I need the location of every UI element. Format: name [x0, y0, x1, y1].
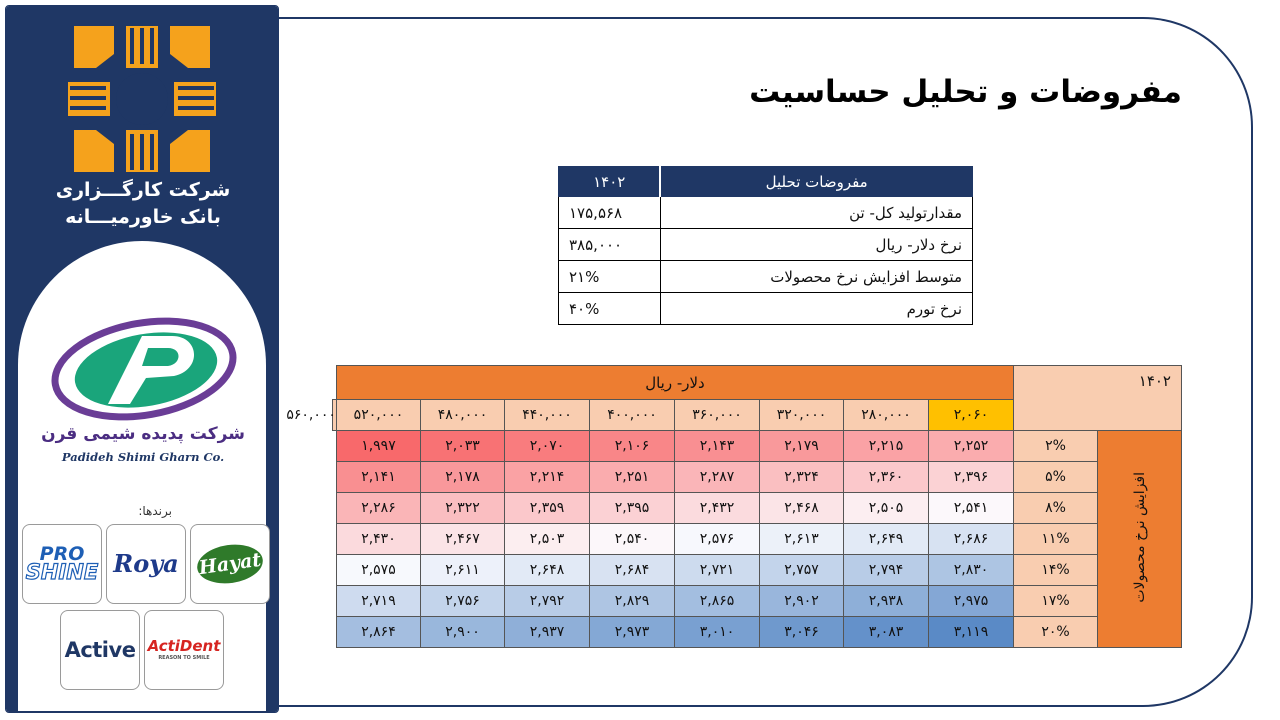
bank-sun-logo-icon — [66, 24, 218, 174]
sensitivity-value-cell: ۲,۹۷۳ — [589, 617, 674, 648]
table-row — [333, 524, 1182, 555]
assumptions-header-row — [559, 167, 973, 197]
sensitivity-value-cell: ۲,۱۷۸ — [420, 462, 504, 493]
sensitivity-value-cell: ۲,۵۷۵ — [336, 555, 420, 586]
sensitivity-value-cell: ۲,۸۶۴ — [336, 617, 420, 648]
brands-label: برندها: — [138, 504, 172, 518]
dollar-rate-cell: ۴۴۰,۰۰۰ — [504, 400, 589, 431]
dollar-rate-cell: ۴۸۰,۰۰۰ — [420, 400, 504, 431]
brand-actident — [144, 610, 224, 690]
table-row — [333, 555, 1182, 586]
dollar-rate-cell: ۲۸۰,۰۰۰ — [843, 400, 928, 431]
company-name-en: Padideh Shimi Gharn Co. — [61, 450, 225, 464]
sensitivity-value-cell: ۲,۳۵۹ — [504, 493, 589, 524]
sensitivity-value-cell: ۲,۷۱۹ — [336, 586, 420, 617]
sensitivity-value-cell: ۲,۴۶۸ — [759, 493, 843, 524]
sensitivity-value-cell: ۲,۵۰۳ — [504, 524, 589, 555]
price-increase-rate: ۵% — [1013, 462, 1097, 493]
sensitivity-value-cell: ۳,۱۱۹ — [928, 617, 1013, 648]
sensitivity-value-cell: ۲,۷۹۲ — [504, 586, 589, 617]
assumption-value: ۳۸۵,۰۰۰ — [559, 229, 661, 261]
sensitivity-value-cell: ۲,۲۵۲ — [928, 431, 1013, 462]
sensitivity-value-cell: ۲,۱۷۹ — [759, 431, 843, 462]
sensitivity-value-cell: ۲,۷۵۷ — [759, 555, 843, 586]
sensitivity-value-cell: ۲,۵۴۰ — [589, 524, 674, 555]
sensitivity-value-cell: ۲,۰۳۳ — [420, 431, 504, 462]
sensitivity-value-cell: ۲,۵۷۶ — [674, 524, 759, 555]
dollar-rate-cell: ۵۶۰,۰۰۰ — [333, 400, 337, 431]
proshine-shine: SHINE — [25, 560, 99, 585]
assumption-label: مقدارتولید کل- تن — [660, 197, 972, 229]
price-increase-rate: ۱۴% — [1013, 555, 1097, 586]
brand-active — [60, 610, 140, 690]
sensitivity-value-cell: ۲,۲۵۱ — [589, 462, 674, 493]
sensitivity-value-cell: ۲,۴۳۲ — [674, 493, 759, 524]
dollar-rate-cell: ۴۰۰,۰۰۰ — [589, 400, 674, 431]
sensitivity-value-cell: ۲,۱۴۳ — [674, 431, 759, 462]
sensitivity-value-cell: ۲,۲۸۷ — [674, 462, 759, 493]
sensitivity-value-cell: ۳,۰۸۳ — [843, 617, 928, 648]
sensitivity-value-cell: ۳,۰۴۶ — [759, 617, 843, 648]
company-name-fa: شرکت پدیده شیمی قرن — [41, 424, 245, 444]
sensitivity-value-cell: ۲,۸۶۵ — [674, 586, 759, 617]
sensitivity-value-cell: ۲,۱۰۶ — [589, 431, 674, 462]
assumption-value: ۲۱% — [559, 261, 661, 293]
sensitivity-value-cell: ۲,۳۲۲ — [420, 493, 504, 524]
sensitivity-value-cell: ۲,۹۳۷ — [504, 617, 589, 648]
sensitivity-value-cell: ۲,۸۳۰ — [928, 555, 1013, 586]
sensitivity-value-cell: ۲,۴۳۰ — [336, 524, 420, 555]
company-logo-icon — [50, 314, 238, 424]
table-row — [333, 493, 1182, 524]
table-row — [333, 617, 1182, 648]
actident-name: ActiDent — [147, 637, 221, 655]
assumptions-header-year: ۱۴۰۲ — [559, 167, 661, 197]
sensitivity-value-cell: ۲,۷۵۶ — [420, 586, 504, 617]
assumptions-header-label: مفروضات تحلیل — [660, 167, 972, 197]
sensitivity-value-cell: ۲,۷۲۱ — [674, 555, 759, 586]
sensitivity-value-cell: ۲,۵۰۵ — [843, 493, 928, 524]
sensitivity-header-row — [333, 366, 1182, 400]
brand-proshine — [22, 524, 102, 604]
price-increase-label-text: افزایش نرخ محصولات — [1131, 471, 1148, 603]
dollar-rate-header: دلار- ریال — [336, 366, 1013, 400]
assumptions-table — [558, 166, 973, 325]
sidebar-white-panel — [18, 241, 266, 711]
sensitivity-value-cell: ۲,۶۸۴ — [589, 555, 674, 586]
table-row — [559, 229, 973, 261]
sensitivity-value-cell: ۲,۳۲۴ — [759, 462, 843, 493]
active-logo-icon: Active — [64, 637, 136, 662]
brand-hayat — [190, 524, 270, 604]
proshine-logo-icon — [26, 545, 98, 583]
price-increase-label — [1098, 431, 1182, 648]
table-row — [559, 197, 973, 229]
price-increase-rate: ۸% — [1013, 493, 1097, 524]
actident-logo-icon — [148, 639, 221, 661]
base-value-cell: ۲,۰۶۰ — [928, 400, 1013, 431]
sensitivity-value-cell: ۲,۲۸۶ — [336, 493, 420, 524]
assumption-value: ۱۷۵,۵۶۸ — [559, 197, 661, 229]
sensitivity-value-cell: ۲,۳۹۵ — [589, 493, 674, 524]
price-increase-rate: ۱۷% — [1013, 586, 1097, 617]
assumption-label: نرخ تورم — [660, 293, 972, 325]
roya-logo-icon: Roya — [113, 549, 179, 578]
sensitivity-value-cell: ۲,۹۳۸ — [843, 586, 928, 617]
dollar-rate-cell: ۳۲۰,۰۰۰ — [759, 400, 843, 431]
table-row — [333, 431, 1182, 462]
sensitivity-value-cell: ۲,۶۱۱ — [420, 555, 504, 586]
proshine-pro: PRO — [39, 543, 85, 565]
sensitivity-value-cell: ۲,۸۲۹ — [589, 586, 674, 617]
sensitivity-value-cell: ۲,۶۸۶ — [928, 524, 1013, 555]
sensitivity-value-cell: ۲,۶۱۳ — [759, 524, 843, 555]
assumption-label: متوسط افزایش نرخ محصولات — [660, 261, 972, 293]
sensitivity-value-cell: ۲,۲۱۴ — [504, 462, 589, 493]
table-row — [333, 586, 1182, 617]
sensitivity-value-cell: ۱,۹۹۷ — [336, 431, 420, 462]
sensitivity-value-cell: ۳,۰۱۰ — [674, 617, 759, 648]
sensitivity-value-cell: ۲,۹۰۲ — [759, 586, 843, 617]
table-row — [333, 462, 1182, 493]
bank-name-line2: بانک خاورمیـــانه — [65, 206, 221, 228]
assumption-label: نرخ دلار- ریال — [660, 229, 972, 261]
sensitivity-value-cell: ۲,۹۷۵ — [928, 586, 1013, 617]
sensitivity-year: ۱۴۰۲ — [1013, 366, 1181, 431]
sensitivity-value-cell: ۲,۹۰۰ — [420, 617, 504, 648]
page-title: مفروضات و تحلیل حساسیت — [749, 74, 1182, 110]
actident-tagline: REASON TO SMILE — [158, 655, 210, 661]
sidebar — [5, 5, 279, 713]
price-increase-rate: ۱۱% — [1013, 524, 1097, 555]
sensitivity-value-cell: ۲,۶۴۹ — [843, 524, 928, 555]
dollar-rate-cell: ۵۲۰,۰۰۰ — [336, 400, 420, 431]
sensitivity-value-cell: ۲,۳۶۰ — [843, 462, 928, 493]
bank-name-line1: شرکت کارگـــزاری — [55, 179, 231, 201]
brand-roya — [106, 524, 186, 604]
assumption-value: ۴۰% — [559, 293, 661, 325]
sensitivity-value-cell: ۲,۳۹۶ — [928, 462, 1013, 493]
sensitivity-value-cell: ۲,۵۴۱ — [928, 493, 1013, 524]
sensitivity-value-cell: ۲,۶۴۸ — [504, 555, 589, 586]
sensitivity-value-cell: ۲,۰۷۰ — [504, 431, 589, 462]
table-row — [559, 261, 973, 293]
sensitivity-value-cell: ۲,۷۹۴ — [843, 555, 928, 586]
price-increase-rate: ۲% — [1013, 431, 1097, 462]
hayat-logo-icon: Hayat — [195, 541, 266, 588]
sensitivity-value-cell: ۲,۲۱۵ — [843, 431, 928, 462]
dollar-rate-cell: ۳۶۰,۰۰۰ — [674, 400, 759, 431]
sensitivity-table — [286, 365, 1182, 648]
table-row — [559, 293, 973, 325]
sensitivity-value-cell: ۲,۱۴۱ — [336, 462, 420, 493]
sensitivity-value-cell: ۲,۴۶۷ — [420, 524, 504, 555]
price-increase-rate: ۲۰% — [1013, 617, 1097, 648]
